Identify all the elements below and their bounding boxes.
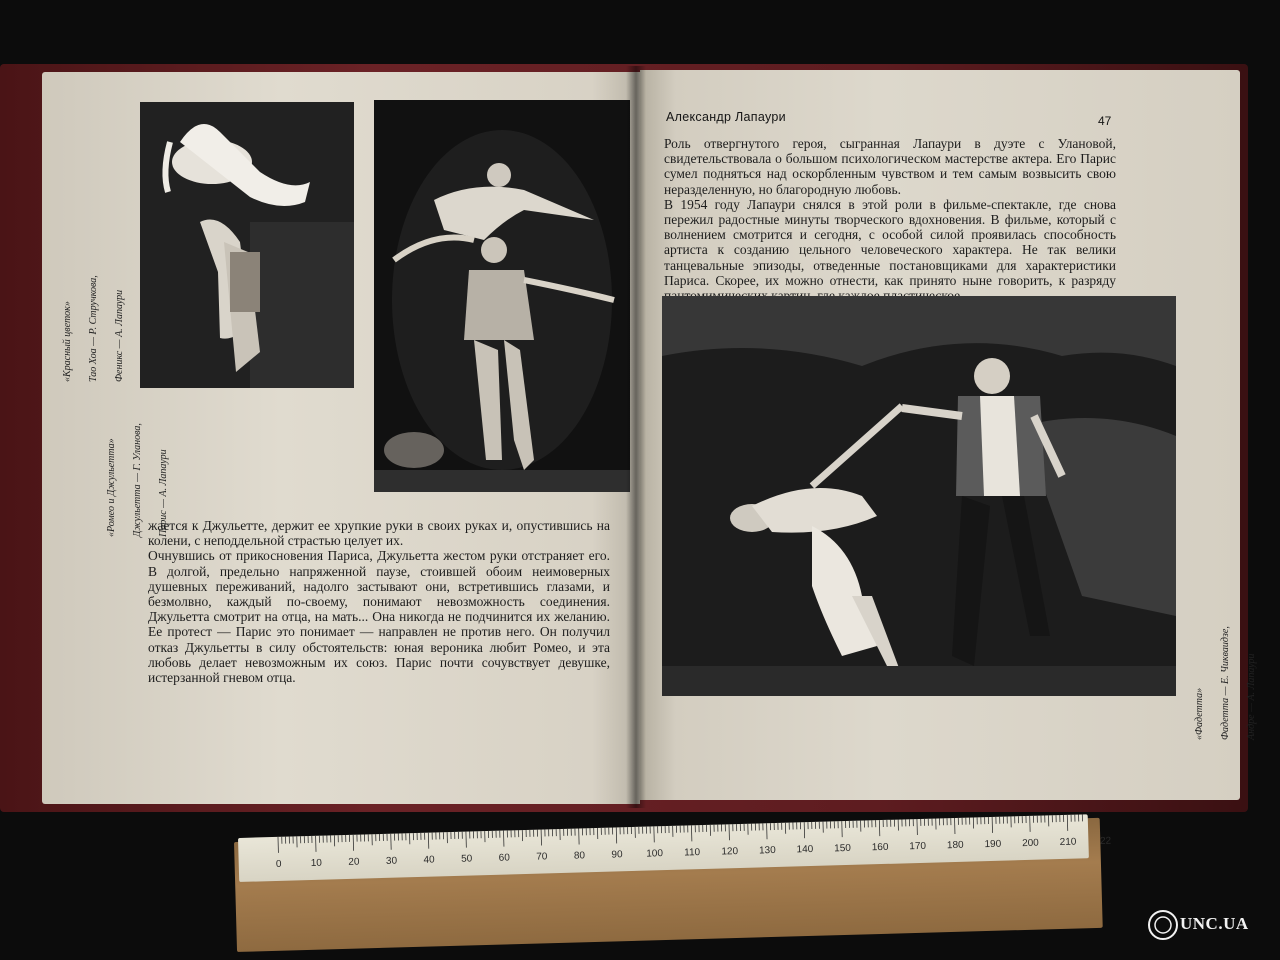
ruler-number: 22 (1099, 835, 1112, 847)
ruler-number: 60 (498, 852, 510, 864)
caption-line: Андре — А. Лапаури (1246, 653, 1257, 740)
ballet-photo-duet (662, 296, 1176, 696)
ruler-number: 120 (721, 846, 739, 858)
ruler-number: 50 (460, 853, 473, 865)
watermark (1176, 896, 1272, 952)
caption-line: Феникс — А. Лапаури (114, 289, 125, 382)
ruler-number: 0 (275, 858, 282, 870)
ruler-number: 130 (758, 844, 776, 857)
ruler-number: 30 (385, 855, 398, 867)
left-page-text (148, 518, 610, 685)
paragraph: Роль отвергнутого героя, сыгранная Лапаури в дуэте с Улановой, свидетельствовала о большом психологическом мастерстве актера. Его Парис сумел подняться над оскорбленным чувством и тем самым возвысить свою неразделенную, но благородную любовь. (664, 136, 1116, 197)
ruler-number: 200 (1021, 837, 1039, 850)
book-gutter (626, 66, 646, 808)
caption-line: Джульетта — Г. Уланова, (132, 423, 143, 537)
caption-line: Парис — А. Лапаури (158, 449, 169, 537)
caption-line: «Красный цветок» (62, 301, 73, 382)
ruler-number: 140 (796, 843, 814, 856)
ruler-number: 10 (310, 857, 323, 869)
ruler-number: 40 (423, 854, 435, 866)
ruler-number: 100 (646, 848, 664, 860)
paragraph: Очнувшись от прикосновения Париса, Джульетта жестом руки отстраняет его. В долгой, предельно напряженной паузе, стоившей обоим неимоверных душевных переживаний, надолго застывают они, встретившись глазами, и безмолвно, каждый по-своему, понимают невозможность соединения. Джульетта смотрит на отца, на мать... Она никогда не подчинится их желанию. Ее протест — Парис это понимает — направлен не против него. Он получил отказ Джульетты в силу обстоятельств: юная вероника любит Ромео, и эта любовь делает невозможным их союз. Парис почти сочувствует девушке, истерзанной гневом отца. (148, 548, 610, 686)
ruler-number: 20 (348, 856, 360, 868)
ruler-number: 180 (946, 839, 964, 852)
caption-line: Фадетта — Е. Чикваидзе, (1220, 626, 1231, 740)
watermark-text: UNC.UA (1180, 914, 1249, 933)
caption-line: Тао Хоа — Р. Стручкова, (88, 275, 99, 382)
ballet-photo-duet-lift (374, 100, 630, 492)
ruler-number: 110 (684, 847, 701, 859)
right-page (640, 70, 1257, 800)
ruler-number: 210 (1059, 836, 1077, 849)
ruler-number: 150 (834, 842, 852, 855)
ruler-number: 160 (871, 841, 889, 854)
page-number: 47 (1098, 114, 1112, 128)
right-page-text (664, 136, 1116, 303)
caption-line: «Фадетта» (1194, 687, 1205, 740)
caption-line: «Ромео и Джульетта» (106, 438, 117, 537)
caption-romeo-juliet (92, 372, 169, 537)
running-head: Александр Лапаури (666, 110, 786, 124)
caption-fadette (1180, 510, 1257, 740)
left-page (42, 72, 640, 804)
ruler-number: 170 (909, 840, 927, 853)
paragraph: В 1954 году Лапаури снялся в этой роли в фильме-спектакле, где снова пережил радостные минуты творческого вдохновения. В фильме, который с волнением смотрится и сегодня, с особой силой проявилась способность артиста к созданию цельного человеческого характера. Не так велики танцевальные эпизоды, отведенные постановщиками для характеристики Париса. Скорее, их можно отнести, как принято ныне говорить, к разряду (664, 196, 1116, 288)
ruler-number: 80 (573, 850, 586, 862)
coin-seal-icon (1146, 908, 1180, 942)
ruler-number: 190 (984, 838, 1002, 851)
paragraph: жается к Джульетте, держит ее хрупкие руки в своих руках и, опустившись на колени, с неподдельной страстью целует их. (148, 518, 610, 549)
ruler-number: 90 (611, 849, 623, 861)
caption-red-flower (48, 192, 125, 382)
ruler-number: 70 (536, 851, 548, 863)
ballet-photo-lift (140, 102, 354, 388)
